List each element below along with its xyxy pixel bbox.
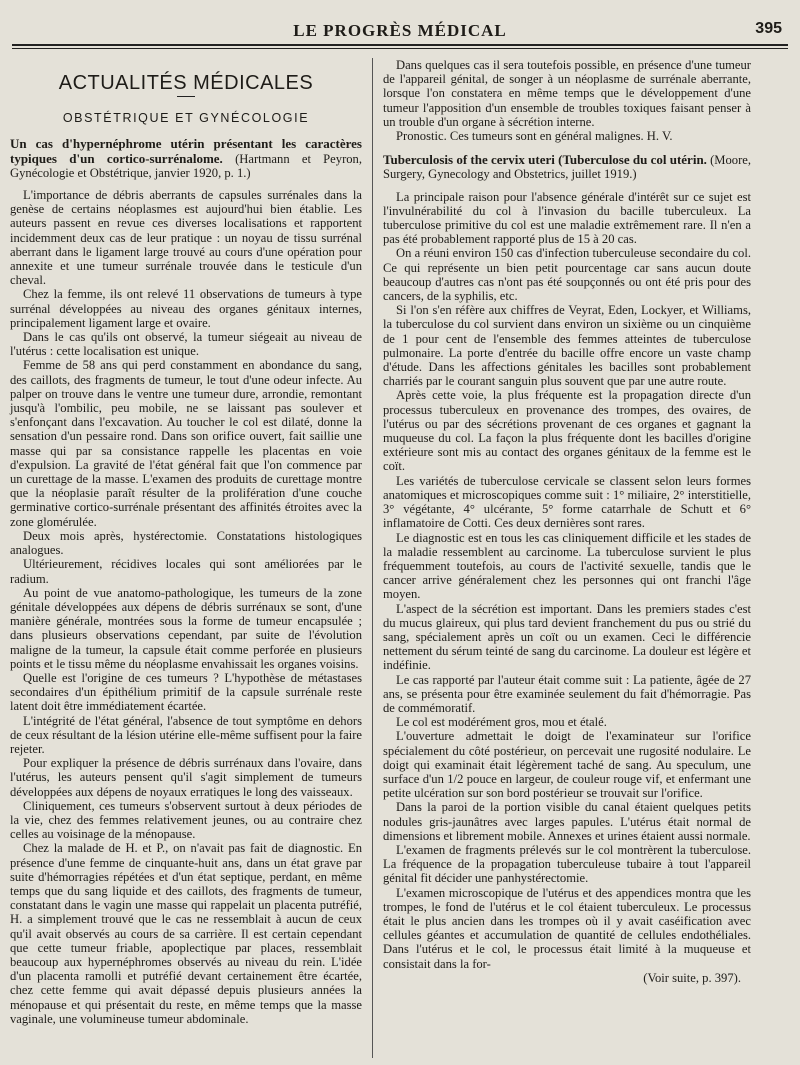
header-rule — [12, 44, 788, 46]
article1-paragraph: Deux mois après, hystérectomie. Constatations histologiques analogues. — [10, 528, 362, 558]
section-title: ACTUALITÉS MÉDICALES — [58, 72, 314, 94]
article1-paragraph: Ultérieurement, récidives locales qui sont améliorées par le radium. — [10, 557, 362, 586]
column-divider — [372, 58, 373, 1058]
article2-paragraph: Le cas rapporté par l'auteur était comme suit : La patiente, âgée de 27 ans, se présenta pour être examinée seulement du fait d'hémorragie. Pas de commémoratif. — [383, 672, 751, 715]
article1-paragraph: Pour expliquer la présence de débris surrénaux dans l'ovaire, dans l'utérus, les auteurs pensent qu'il s'agit simplement de tumeurs développées aux dépens de noyaux erratiques le long des vaisseaux. — [10, 756, 362, 799]
article1-paragraph: L'importance de débris aberrants de capsules surrénales dans la genèse de certains néoplasmes est aujourd'hui bien établie. Les auteurs passent en revue ces diverses localisations et rapportent incidemment deux cas de leur pratique : un noyau de tissu surrénal aberrant dans le ligament large trouvé au cours d'une opération pour annexite et une tumeur surrénale trouvée dans le testicule d'un cheval. — [10, 188, 362, 288]
article2-paragraph: L'ouverture admettait le doigt de l'examinateur sur l'orifice spécialement du côté postérieur, on percevait une rugosité nodulaire. Le doigt qui examinait était légèrement taché de sang. Au speculum, une surface d'un 1/2 pouce en largeur, de couleur rouge vif, et enfermant une petite ulcération sur son bord postérieur se trouvait sur l'orifice. — [383, 729, 751, 801]
article2-title: Tuberculosis of the cervix uteri (Tuberculose du col utérin. — [383, 152, 707, 168]
article1-paragraph: Dans le cas qu'ils ont observé, la tumeur siégeait au niveau de l'utérus : cette localisation est unique. — [10, 330, 362, 359]
article1-paragraph: Femme de 58 ans qui perd constamment en abondance du sang, des caillots, des fragments de tumeur, le tout d'une odeur infecte. Au palper on trouve dans le ventre une tumeur dure, arrondie, remontant jusqu'à l'ombilic, peu mobile, ne se laissant pas soulever et s'enfonçant dans l'excavation. Au toucher le col est dilaté, donne la sensation d'un pessaire rond. Dans son orifice ouvert, fait saillie une masse qui par sa consistance rappelle les placentas en voie d'expulsion. La gravité de l'état général fait que l'on commence par un curettage de la masse. L'examen des produits de curettage montre que la néoplasie paraît résulter de la prolifération d'une couche germinative cortico-surrénale présentant des affinités étroites avec la zone glomérulée. — [10, 358, 362, 529]
prognosis-paragraph — [383, 129, 751, 143]
continued-note: (Voir suite, p. 397). — [643, 970, 741, 985]
page-header — [12, 18, 788, 44]
page-number: 395 — [755, 20, 782, 37]
article2-paragraph: Le col est modérément gros, mou et étalé. — [396, 715, 607, 730]
article2-paragraph: Si l'on s'en réfère aux chiffres de Veyrat, Eden, Lockyer, et Williams, la tuberculose du col survient dans environ un sixième ou un cinquième de 1 pour cent de l'ensemble des femmes atteintes de tuberculose pulmonaire. La porte d'entrée du bacille offre encore un vaste champ d'étude. Dans les affections génitales les bacilles sont probablement charriés par le courant sanguin plus souvent que par une autre route. — [383, 303, 751, 389]
article2-paragraph: Après cette voie, la plus fréquente est la propagation directe d'un processus tuberculeux en provenance des trompes, des ovaires, de l'utérus ou par des sécrétions provenant de ces organes et gagnant la muqueuse du col. La façon la plus fréquente dont les bacilles d'origine extérieure sont mis au contact des organes génitaux de la femme est le coït. — [383, 388, 751, 474]
article2-paragraph: L'aspect de la sécrétion est important. Dans les premiers stades c'est du mucus glaireux, qui plus tard devient franchement du pus ou strié du sang, spécialement après un coït ou un examen. Ceci le différencie nettement du sérum teinté de sang du carcinome. La douleur est légère et indéfinie. — [383, 601, 751, 673]
article1-signature: H. V. — [646, 129, 673, 144]
article2-paragraph: La principale raison pour l'absence générale d'intérêt sur ce sujet est l'invulnérabilité du col à l'invasion du bacille tuberculeux. La tuberculose primitive du col est une maladie extrêmement rare. Il n'en a pas été probablement rapporté plus de 15 à 20 cas. — [383, 189, 751, 247]
article2-paragraph: On a réuni environ 150 cas d'infection tuberculeuse secondaire du col. Ce qui représente un bien petit pourcentage car sans aucun doute beaucoup d'autres cas n'ont pas été soupçonnés ou ont été pris pour des cancers, de la syphilis, etc. — [383, 246, 751, 304]
article1-continuation: Dans quelques cas il sera toutefois possible, en présence d'une tumeur de l'appareil génital, de songer à un néoplasme de surrénale aberrante, lorsque l'on constatera en même temps que le développement d'une tumeur l'apposition d'un ensemble de troubles toxiques faisant penser à un trouble d'un organe à sécrétion interne. — [383, 58, 751, 129]
article1-paragraph: Chez la malade de H. et P., on n'avait pas fait de diagnostic. En présence d'une femme de cinquante-huit ans, dans un état grave par suite d'hémorragies répétées et d'un état septique, perdant, en même temps que du sang liquide et des caillots, des fragments de tumeur, constatant dans le vagin une masse qui rappelait un placenta putréfié, H. a simplement trouvé que le cas ne ressemblait à aucun de ceux qu'il avait observés au cours de sa carrière. Il est certain cependant que cette tumeur friable, apoplectique par places, ressemblait beaucoup aux hypernéphromes observés au niveau du rein. L'idée d'un placenta ramolli et putréfié devant certainement être écartée, chez cette femme qui avait dépassé depuis plusieurs années la ménopause et qui présentait du reste, en même temps que la masse vaginale, une volumineuse tumeur abdominale. — [10, 841, 362, 1026]
article2-paragraph: Dans la paroi de la portion visible du canal étaient quelques petits nodules gris-jaunâtres avec larges papules. L'utérus était normal de dimensions et librement mobile. Annexes et urines étaient aussi normale. — [383, 800, 751, 843]
article1-title: Un cas d'hypernéphrome utérin présentant les caractères typiques d'un cortico-surrénalome. — [10, 136, 362, 166]
prognosis-text: Pronostic. Ces tumeurs sont en général malignes. — [396, 129, 644, 144]
article2-source: (Moore, Surgery, Gynecology and Obstetrics, juillet 1919.) — [383, 153, 751, 182]
title-dash — [177, 96, 195, 97]
article1-paragraph: L'intégrité de l'état général, l'absence de tout symptôme en dehors de ceux résultant de la lésion utérine elle-même suffisent pour la faire rejeter. — [10, 713, 362, 756]
article1-paragraph: Chez la femme, ils ont relevé 11 observations de tumeurs à type surrénal développées au niveau des organes génitaux internes, principalement ligament large et ovaire. — [10, 287, 362, 330]
section-subtitle: OBSTÉTRIQUE ET GYNÉCOLOGIE — [62, 111, 310, 126]
right-column — [383, 58, 751, 985]
journal-title: LE PROGRÈS MÉDICAL — [293, 21, 507, 40]
article2-heading — [383, 153, 751, 181]
left-column — [10, 58, 362, 1026]
article1-heading — [10, 137, 362, 180]
article1-source: (Hartmann et Peyron, Gynécologie et Obstétrique, janvier 1920, p. 1.) — [10, 151, 363, 180]
article1-paragraph: Quelle est l'origine de ces tumeurs ? L'hypothèse de métastases secondaires d'un épithélium primitif de la capsule surrénale reste latent doit être immédiatement écartée. — [10, 670, 362, 714]
article1-paragraph: Cliniquement, ces tumeurs s'observent surtout à deux périodes de la vie, chez des femmes relativement jeunes, ou au contraire chez celles au voisinage de la ménopause. — [10, 798, 362, 842]
article2-paragraph: Les variétés de tuberculose cervicale se classent selon leurs formes anatomiques et microscopiques comme suit : 1° miliaire, 2° interstitielle, 3° végétante, 4° ulcérante, 5° forme catarrhale de Schutt et 6° inflamatoire de Cotti. Ces deux dernières sont rares. — [383, 473, 751, 531]
article2-paragraph: L'examen de fragments prélevés sur le col montrèrent la tuberculose. La fréquence de la propagation tuberculeuse tubaire à tout l'appareil génital fit décider une panhystérectomie. — [383, 842, 751, 886]
article2-paragraph: Le diagnostic est en tous les cas cliniquement difficile et les stades de la maladie ressemblent au carcinome. La tuberculose survient le plus fréquemment toutefois, au cours de l'activité sexuelle, tandis que le cancer arrive généralement chez les personnes qui ont franchi l'âge moyen. — [383, 530, 751, 602]
header-rule-thin — [12, 48, 788, 49]
article2-paragraph: L'examen microscopique de l'utérus et des appendices montra que les trompes, le fond de l'utérus et le col étaient tuberculeux. Le processus était le plus ancien dans les trompes où il y avait caséification avec cellules géantes et accumulation de quantité de cellules endothéliales. Dans l'utérus et le col, le processus était limité à la muqueuse et consistait dans la for- — [383, 885, 751, 971]
article1-paragraph: Au point de vue anatomo-pathologique, les tumeurs de la zone génitale développées aux dépens de débris surrénaux se sont, d'une manière générale, montrées sous la forme de tumeur encapsulée ; dans plusieurs observations cependant, par suite de l'évolution maligne de la tumeur, la capsule était comme perforée en plusieurs points et le tissu même du néoplasme envahissait les organes voisins. — [10, 585, 362, 671]
